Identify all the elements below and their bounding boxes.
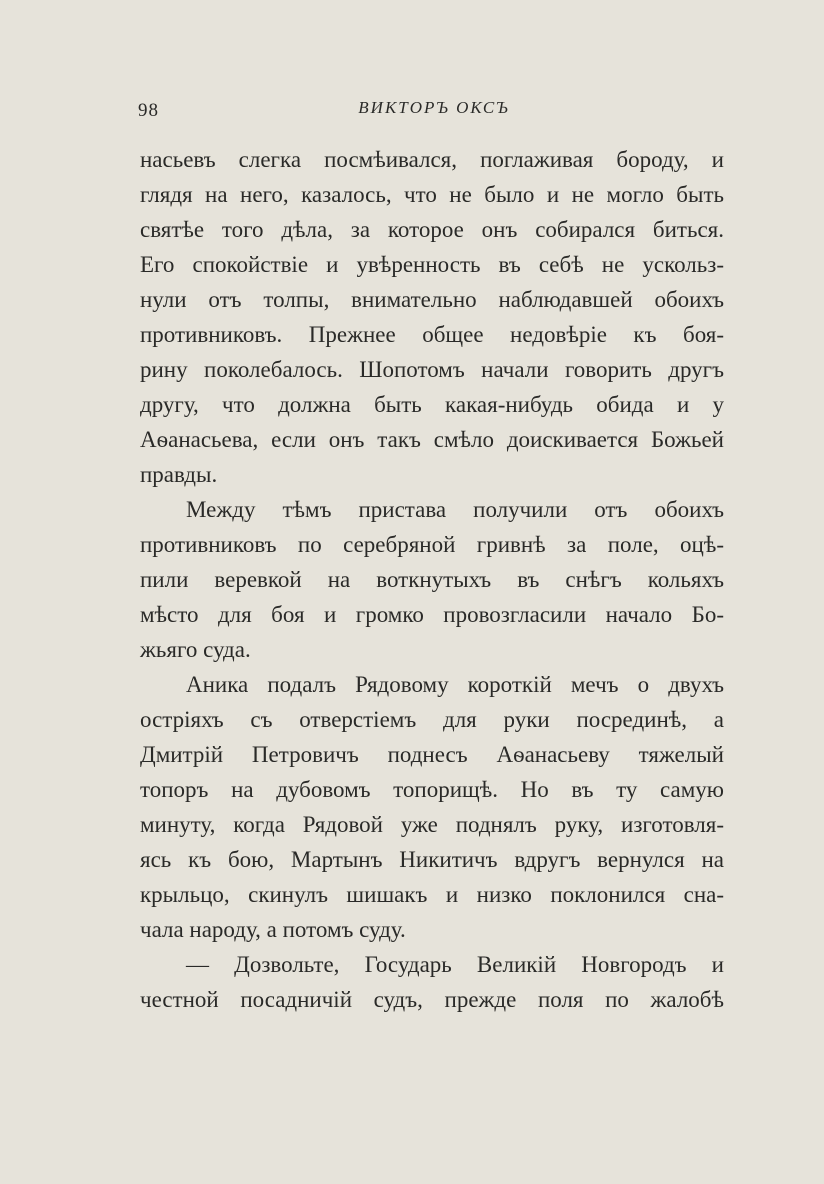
text-line: противниковъ по серебряной гривнѣ за поле, оцѣ-	[140, 532, 724, 557]
text-line: Его спокойствіе и увѣренность въ себѣ не ускольз-	[140, 252, 724, 277]
body-text	[140, 142, 724, 1017]
page-number: 98	[138, 100, 159, 121]
paragraph	[140, 667, 724, 947]
paragraph	[140, 947, 724, 1017]
text-line: крыльцо, скинулъ шишакъ и низко поклонился сна-	[140, 882, 724, 907]
text-line: минуту, когда Рядовой уже поднялъ руку, изготовля-	[140, 812, 724, 837]
text-line: топоръ на дубовомъ топорищѣ. Но въ ту самую	[140, 777, 724, 802]
text-line: жьяго суда.	[140, 637, 251, 662]
text-line: честной посадничій судъ, прежде поля по жалобѣ	[140, 987, 724, 1012]
text-line: мѣсто для боя и громко провозгласили начало Бо-	[140, 602, 724, 627]
text-line: ясь къ бою, Мартынъ Никитичъ вдругъ вернулся на	[140, 847, 724, 872]
text-line: остріяхъ съ отверстіемъ для руки посрединѣ, а	[140, 707, 724, 732]
text-line: правды.	[140, 462, 218, 487]
text-line: рину поколебалось. Шопотомъ начали говорить другъ	[140, 357, 724, 382]
text-line: чала народу, а потомъ суду.	[140, 917, 406, 942]
paragraph	[140, 492, 724, 667]
text-line: нули отъ толпы, внимательно наблюдавшей обоихъ	[140, 287, 724, 312]
text-line: Между тѣмъ пристава получили отъ обоихъ	[186, 497, 724, 522]
paragraph	[140, 142, 724, 492]
text-line: Аѳанасьева, если онъ такъ смѣло доискивается Божьей	[140, 427, 724, 452]
running-head	[138, 98, 730, 128]
text-line: Дмитрій Петровичъ поднесъ Аѳанасьеву тяжелый	[140, 742, 724, 767]
text-line: пили веревкой на воткнутыхъ въ снѣгъ кольяхъ	[140, 567, 724, 592]
running-title: ВИКТОРЪ ОКСЪ	[358, 98, 510, 117]
text-line: святѣе того дѣла, за которое онъ собирался биться.	[140, 217, 724, 242]
text-line: Аника подалъ Рядовому короткій мечъ о двухъ	[186, 672, 724, 697]
text-line: насьевъ слегка посмѣивался, поглаживая бороду, и	[140, 147, 724, 172]
text-line: глядя на него, казалось, что не было и не могло быть	[140, 182, 724, 207]
text-line: противниковъ. Прежнее общее недовѣріе къ боя-	[140, 322, 724, 347]
text-line: — Дозвольте, Государь Великій Новгородъ и	[186, 952, 724, 977]
text-line: другу, что должна быть какая-нибудь обида и у	[140, 392, 724, 417]
